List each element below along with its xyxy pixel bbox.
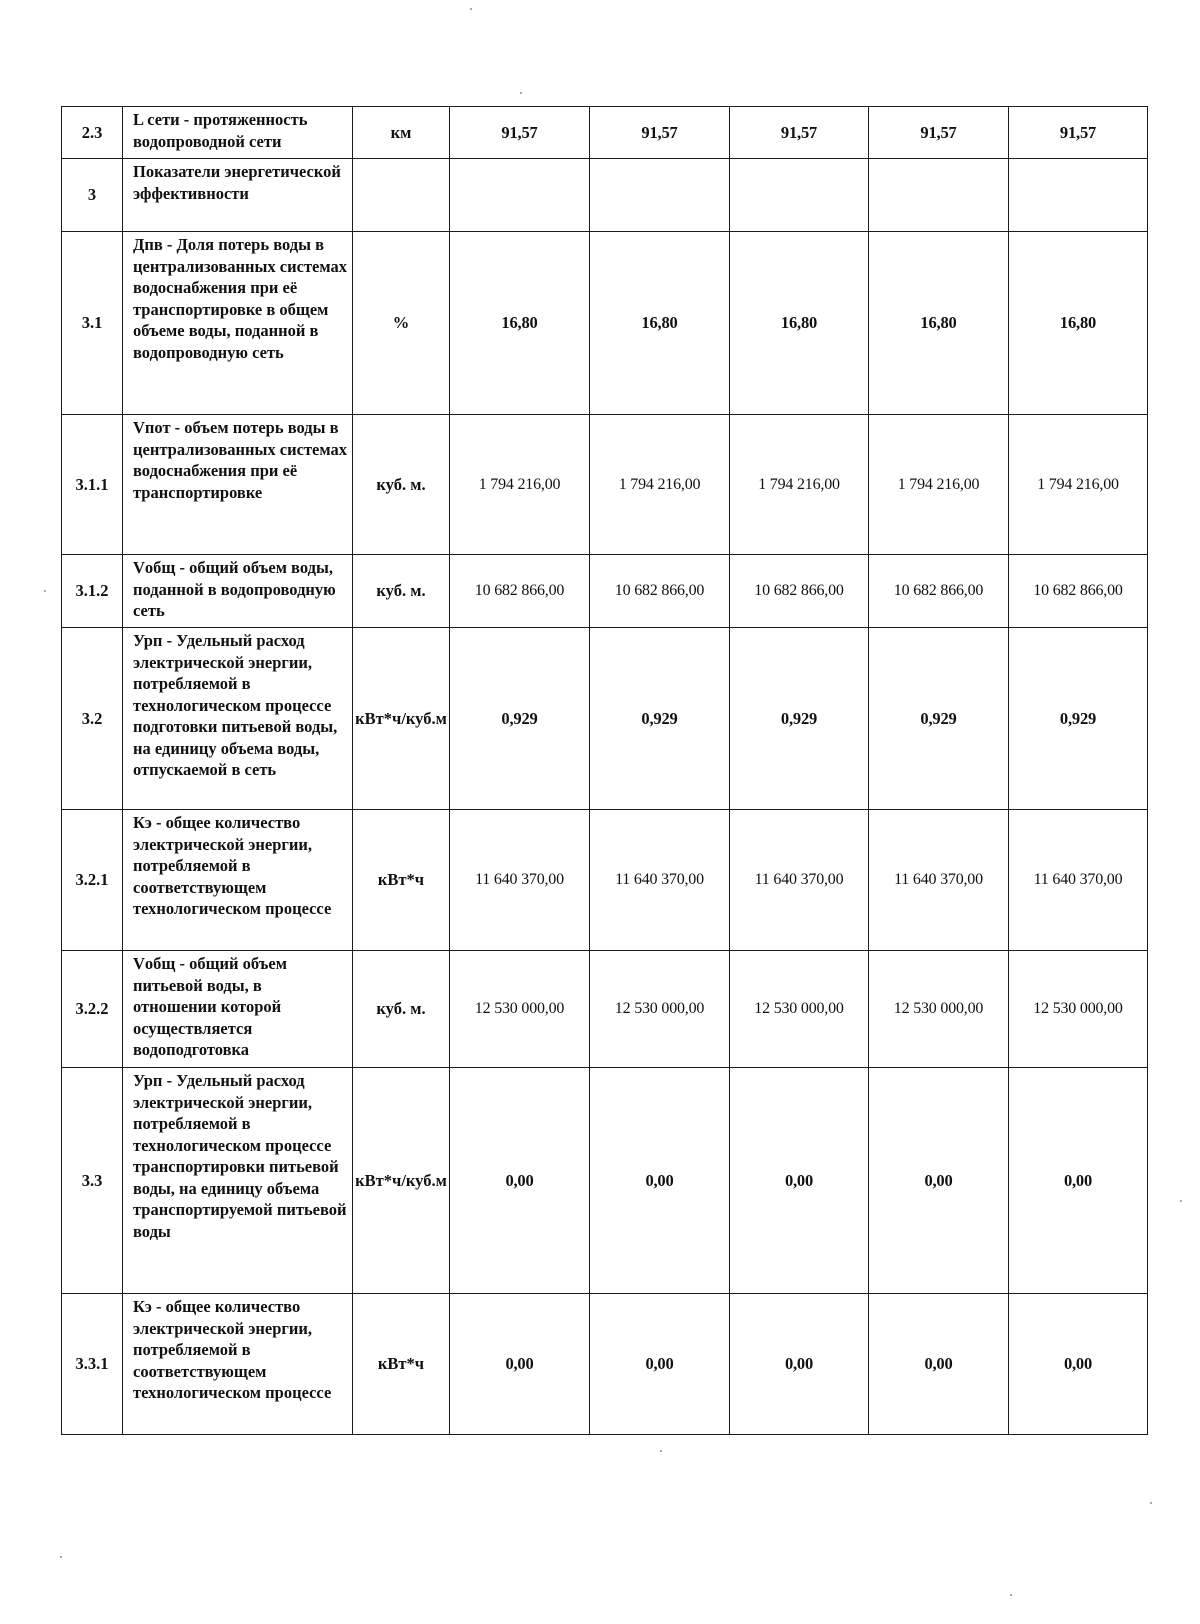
value-cell: 10 682 866,00: [730, 555, 869, 628]
scan-speck: [660, 1450, 662, 1452]
value-cell: 11 640 370,00: [730, 810, 869, 951]
value-cell: 1 794 216,00: [869, 415, 1009, 555]
indicator-description: Vобщ - общий объем воды, поданной в водопроводную сеть: [123, 555, 353, 628]
value-cell: 10 682 866,00: [869, 555, 1009, 628]
unit-cell: кВт*ч/куб.м: [353, 628, 450, 810]
unit-cell: [353, 159, 450, 232]
value-cell: 10 682 866,00: [1009, 555, 1148, 628]
scan-speck: [520, 92, 522, 94]
indicator-description: Vобщ - общий объем питьевой воды, в отношении которой осуществляется водоподготовка: [123, 951, 353, 1068]
row-number: 3.1.2: [62, 555, 123, 628]
value-cell: 0,00: [1009, 1068, 1148, 1294]
table-row: [62, 628, 1148, 810]
value-cell: [730, 159, 869, 232]
value-cell: 0,00: [869, 1068, 1009, 1294]
unit-cell: куб. м.: [353, 415, 450, 555]
value-cell: 16,80: [450, 232, 590, 415]
value-cell: 11 640 370,00: [1009, 810, 1148, 951]
value-cell: 0,929: [730, 628, 869, 810]
scan-speck: [1180, 1200, 1182, 1202]
value-cell: 11 640 370,00: [590, 810, 730, 951]
row-number: 3.3.1: [62, 1294, 123, 1435]
indicator-description: L сети - протяженность водопроводной сети: [123, 107, 353, 159]
value-cell: 0,929: [590, 628, 730, 810]
value-cell: [869, 159, 1009, 232]
indicator-description: Дпв - Доля потерь воды в централизованных системах водоснабжения при её транспортировке в общем объеме воды, поданной в водопроводную сеть: [123, 232, 353, 415]
value-cell: 16,80: [869, 232, 1009, 415]
unit-cell: куб. м.: [353, 951, 450, 1068]
value-cell: 0,929: [869, 628, 1009, 810]
scan-speck: [470, 8, 472, 10]
value-cell: 0,00: [730, 1294, 869, 1435]
table-row: [62, 1068, 1148, 1294]
table-row: [62, 1294, 1148, 1435]
unit-cell: %: [353, 232, 450, 415]
row-number: 3.2.2: [62, 951, 123, 1068]
value-cell: 12 530 000,00: [590, 951, 730, 1068]
row-number: 3.1: [62, 232, 123, 415]
value-cell: [1009, 159, 1148, 232]
table-row: [62, 555, 1148, 628]
indicator-description: Урп - Удельный расход электрической энергии, потребляемой в технологическом процессе подготовки питьевой воды, на единицу объема воды, отпускаемой в сеть: [123, 628, 353, 810]
value-cell: 91,57: [869, 107, 1009, 159]
unit-cell: куб. м.: [353, 555, 450, 628]
table-row: [62, 159, 1148, 232]
value-cell: 1 794 216,00: [1009, 415, 1148, 555]
value-cell: 1 794 216,00: [450, 415, 590, 555]
value-cell: 1 794 216,00: [730, 415, 869, 555]
unit-cell: кВт*ч: [353, 1294, 450, 1435]
value-cell: 0,00: [869, 1294, 1009, 1435]
value-cell: 91,57: [590, 107, 730, 159]
scan-speck: [60, 1556, 62, 1558]
value-cell: 0,00: [1009, 1294, 1148, 1435]
table-row: [62, 810, 1148, 951]
value-cell: 0,00: [590, 1068, 730, 1294]
row-number: 3.1.1: [62, 415, 123, 555]
unit-cell: км: [353, 107, 450, 159]
row-number: 2.3: [62, 107, 123, 159]
row-number: 3.2.1: [62, 810, 123, 951]
table-row: [62, 951, 1148, 1068]
value-cell: [590, 159, 730, 232]
row-number: 3: [62, 159, 123, 232]
scan-speck: [1150, 1502, 1152, 1504]
indicator-description: Кэ - общее количество электрической энергии, потребляемой в соответствующем технологическом процессе: [123, 1294, 353, 1435]
value-cell: 0,929: [1009, 628, 1148, 810]
value-cell: 11 640 370,00: [869, 810, 1009, 951]
value-cell: 91,57: [730, 107, 869, 159]
value-cell: 0,929: [450, 628, 590, 810]
value-cell: 0,00: [730, 1068, 869, 1294]
value-cell: [450, 159, 590, 232]
value-cell: 10 682 866,00: [450, 555, 590, 628]
unit-cell: кВт*ч/куб.м: [353, 1068, 450, 1294]
value-cell: 91,57: [1009, 107, 1148, 159]
row-number: 3.2: [62, 628, 123, 810]
value-cell: 16,80: [1009, 232, 1148, 415]
indicators-table: [61, 106, 1148, 1435]
indicator-description: Урп - Удельный расход электрической энергии, потребляемой в технологическом процессе транспортировки питьевой воды, на единицу объема транспортируемой питьевой воды: [123, 1068, 353, 1294]
unit-cell: кВт*ч: [353, 810, 450, 951]
row-number: 3.3: [62, 1068, 123, 1294]
indicator-description: Vпот - объем потерь воды в централизованных системах водоснабжения при её транспортировке: [123, 415, 353, 555]
value-cell: 1 794 216,00: [590, 415, 730, 555]
value-cell: 0,00: [590, 1294, 730, 1435]
value-cell: 0,00: [450, 1294, 590, 1435]
scan-speck: [44, 590, 46, 592]
value-cell: 12 530 000,00: [450, 951, 590, 1068]
indicator-description: Показатели энергетической эффективности: [123, 159, 353, 232]
value-cell: 10 682 866,00: [590, 555, 730, 628]
indicator-description: Кэ - общее количество электрической энергии, потребляемой в соответствующем технологическом процессе: [123, 810, 353, 951]
value-cell: 0,00: [450, 1068, 590, 1294]
value-cell: 16,80: [730, 232, 869, 415]
table-row: [62, 232, 1148, 415]
table-row: [62, 415, 1148, 555]
value-cell: 91,57: [450, 107, 590, 159]
value-cell: 16,80: [590, 232, 730, 415]
value-cell: 12 530 000,00: [1009, 951, 1148, 1068]
value-cell: 11 640 370,00: [450, 810, 590, 951]
scan-speck: [1010, 1594, 1012, 1596]
value-cell: 12 530 000,00: [869, 951, 1009, 1068]
value-cell: 12 530 000,00: [730, 951, 869, 1068]
table-row: [62, 107, 1148, 159]
